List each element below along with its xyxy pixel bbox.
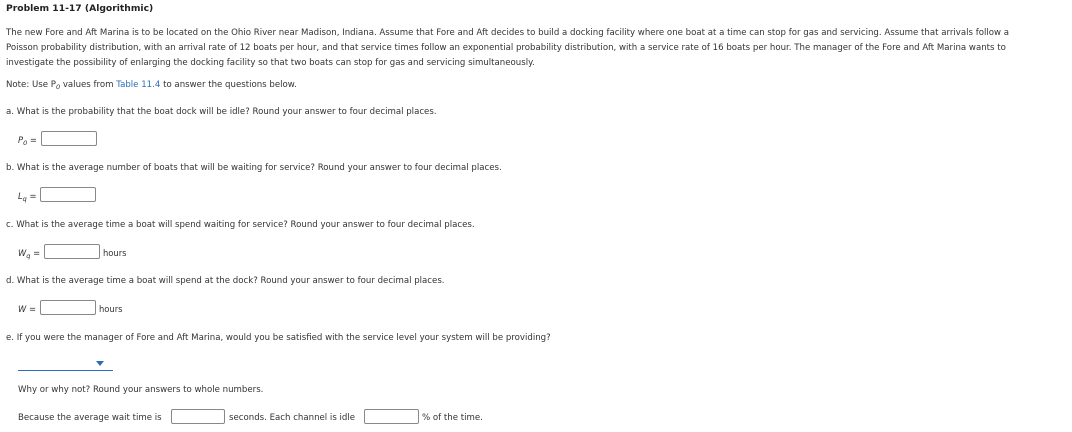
wait-time-input[interactable] [171, 409, 225, 424]
note-middle: values from [60, 80, 117, 90]
question-d-text: d. What is the average time a boat will spend at the dock? Round your answer to four decimal places. [6, 276, 445, 286]
wq-unit: hours [103, 248, 127, 258]
answer-sentence-part3: % of the time. [422, 413, 483, 423]
answer-sentence-part1: Because the average wait time is [18, 413, 162, 423]
intro-line-3: investigate the possibility of enlarging the docking facility so that two boats can stop for gas and servicing simultaneously. [6, 58, 535, 68]
w-unit: hours [99, 304, 123, 314]
answer-sentence-part2: seconds. Each channel is idle [229, 413, 356, 423]
lq-label: $L_q$ = [18, 191, 37, 203]
idle-percent-input[interactable] [364, 409, 419, 424]
question-e-text: e. If you were the manager of Fore and Aft Marina, would you be satisfied with the service level your system will be providing? [6, 333, 551, 343]
intro-line-2: Poisson probability distribution, with an arrival rate of 12 boats per hour, and that service times follow an exponential probability distribution, with a service rate of 16 boats per hour. The manager of the Fore and Aft Marina wants to [6, 43, 1006, 53]
note-prefix: Note: Use P [6, 80, 56, 90]
note [6, 80, 297, 91]
chevron-down-icon[interactable] [96, 361, 104, 366]
w-label: W = [18, 304, 36, 314]
p0-input[interactable] [41, 131, 97, 146]
question-b-text: b. What is the average number of boats that will be waiting for service? Round your answer to four decimal places. [6, 163, 502, 173]
question-a-text: a. What is the probability that the boat dock will be idle? Round your answer to four decimal places. [6, 107, 437, 117]
note-subscript: 0 [55, 83, 61, 91]
why-text: Why or why not? Round your answers to whole numbers. [18, 385, 264, 395]
question-c-text: c. What is the average time a boat will spend waiting for service? Round your answer to four decimal places. [6, 220, 475, 230]
wq-label: $W_q$ = [18, 248, 41, 260]
problem-title: Problem 11-17 (Algorithmic) [6, 3, 154, 14]
note-suffix: to answer the questions below. [160, 80, 297, 90]
lq-input[interactable] [40, 187, 96, 202]
table-link[interactable]: Table 11.4 [116, 80, 161, 90]
p0-label: $P_0$ = [18, 135, 37, 147]
w-input[interactable] [40, 300, 96, 315]
intro-line-1: The new Fore and Aft Marina is to be located on the Ohio River near Madison, Indiana. Assume that Fore and Aft decides to build a docking facility where one boat at a time can stop for gas and servicing. Assume that arrivals follow a [6, 28, 1010, 38]
wq-input[interactable] [44, 244, 100, 259]
